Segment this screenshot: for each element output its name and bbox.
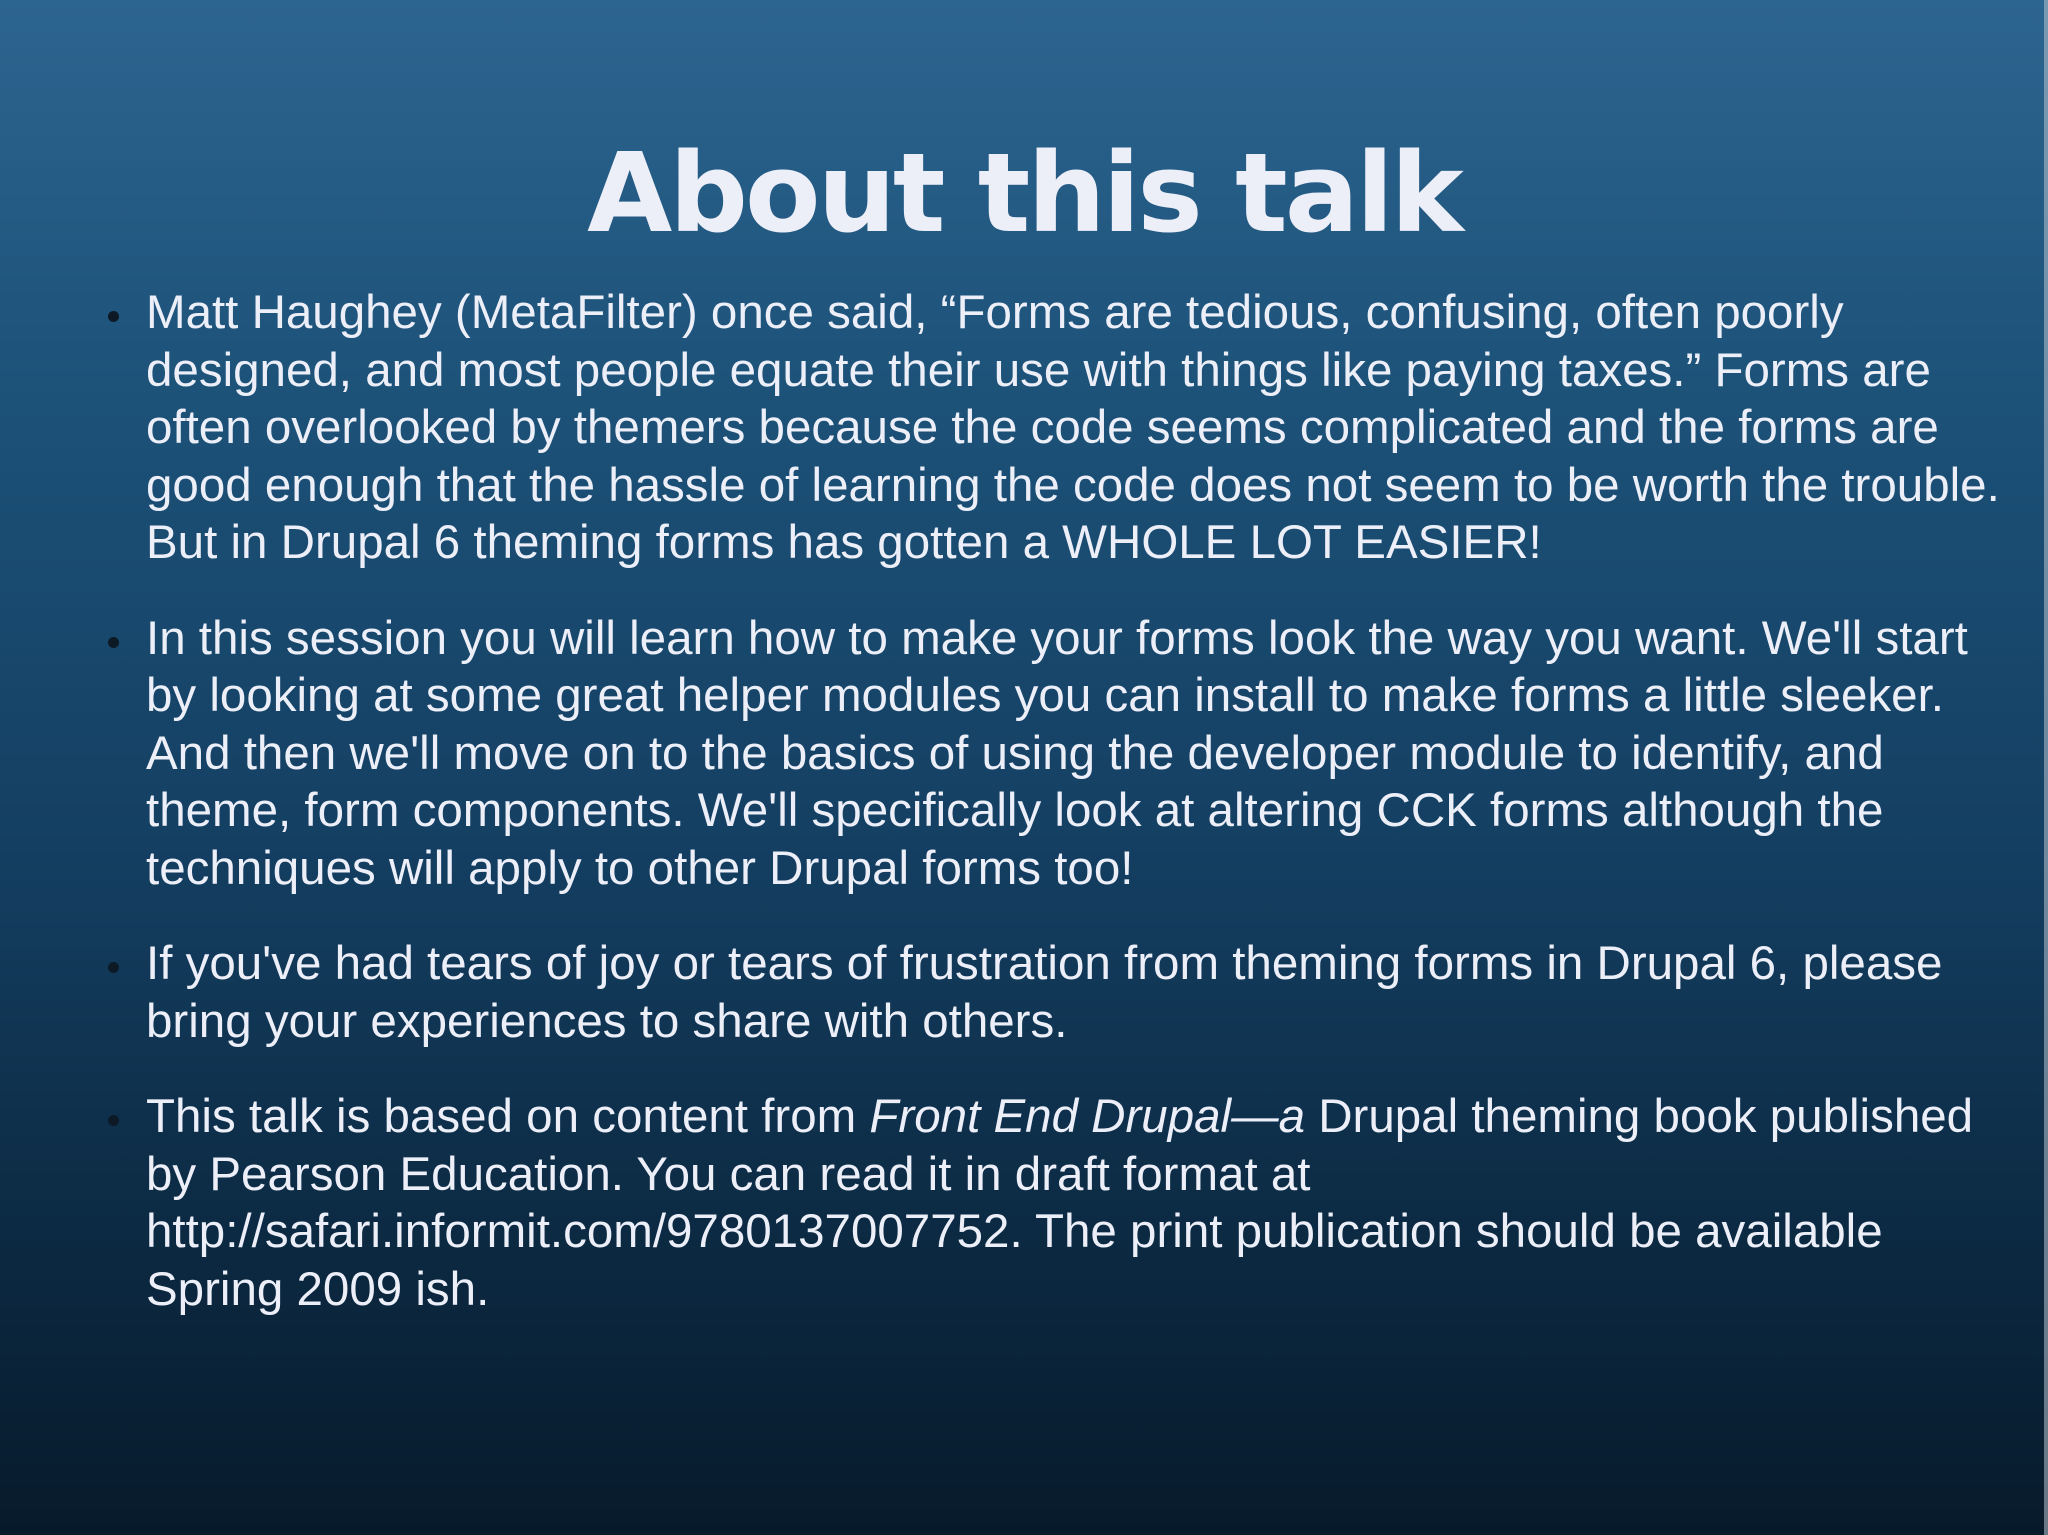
bullet-icon [108,311,119,322]
bullet-text: In this session you will learn how to make your forms look the way you want. We'll start by looking at some great helper modules you can install to make forms a little sleeker. And then we'll move on to the basics of using the developer module to identify, and theme, form components. We'll specifically look at altering CCK forms although the techniques will apply to other Drupal forms too! [146,611,1968,895]
bullet-icon [108,1115,119,1126]
bullet-text: If you've had tears of joy or tears of frustration from theming forms in Drupal 6, please bring your experiences to share with others. [146,937,1943,1048]
slide-title: About this talk [587,129,1461,257]
bullet-item [0,1088,2048,1318]
bullet-icon [108,962,119,973]
bullet-text [146,1088,2008,1318]
window-edge [2044,0,2048,1535]
bullet-text-start: This talk is based on content from [146,1090,870,1143]
bullet-icon [108,637,119,648]
bullet-list [0,284,2048,1356]
bullet-item [0,610,2048,898]
bullet-text: Matt Haughey (MetaFilter) once said, “Forms are tedious, confusing, often poorly designed, and most people equate their use with things like paying taxes.” Forms are often overlooked by themers because the code seems complicated and the forms are good enough that the hassle of learning the code does not seem to be worth the trouble. But in Drupal 6 theming forms has gotten a WHOLE LOT EASIER! [146,286,2000,569]
bullet-item [0,935,2048,1050]
bullet-text-end: Drupal theming book published by Pearson Education. You can read it in draft format at http://safari.informit.com/9780137007752. The print publication should be available Spring 2009 ish. [146,1090,1974,1316]
bullet-item [0,284,2048,572]
book-title-italic: Front End Drupal—a [869,1090,1306,1143]
